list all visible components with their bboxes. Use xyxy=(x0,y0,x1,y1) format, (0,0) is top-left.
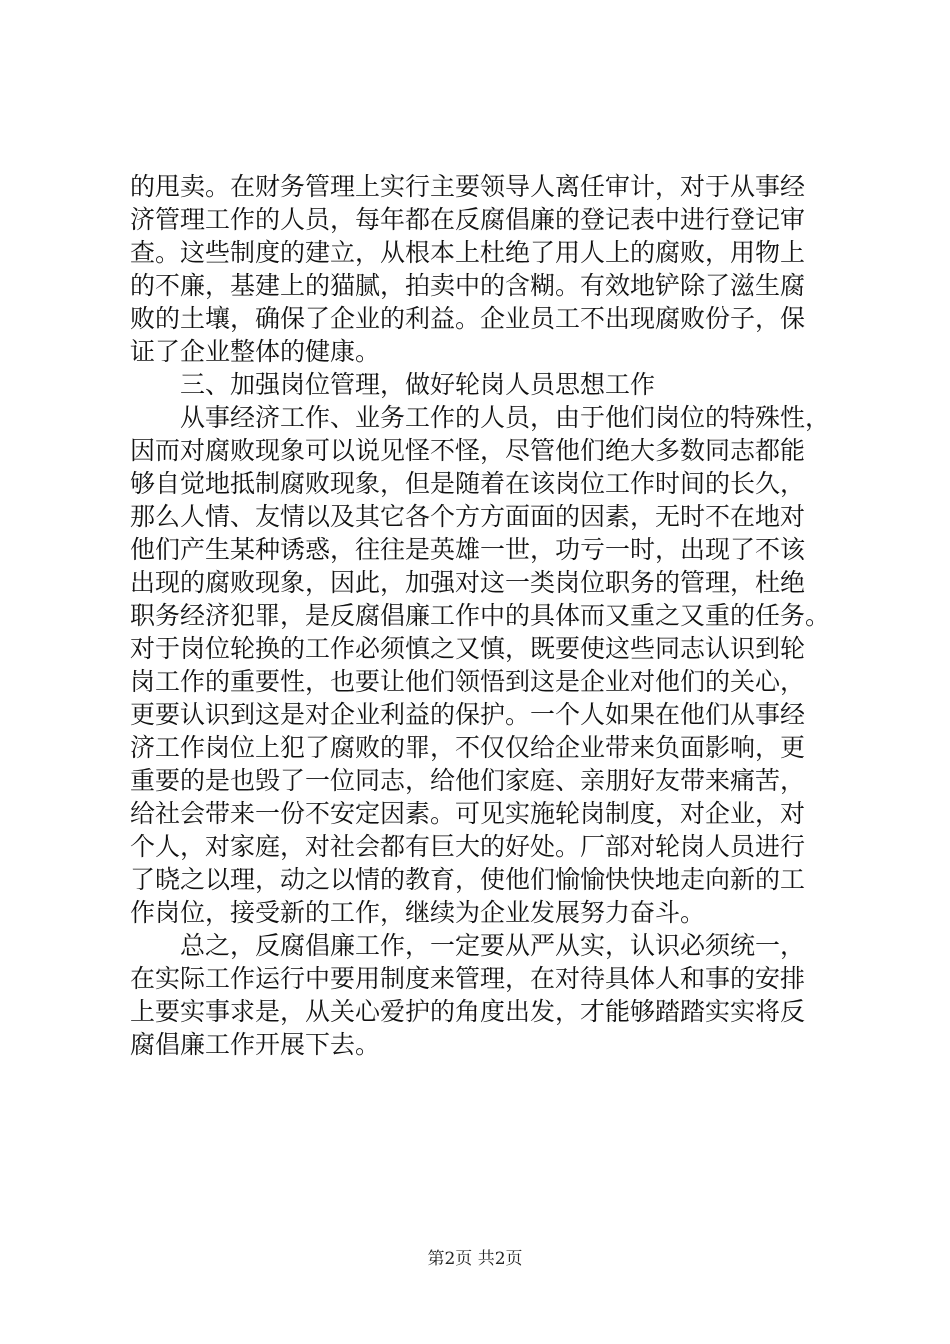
section-heading: 三、加强岗位管理，做好轮岗人员思想工作 xyxy=(130,370,656,399)
text-line: 从事经济工作、业务工作的人员，由于他们岗位的特殊性， xyxy=(130,403,831,432)
text-line: 证了企业整体的健康。 xyxy=(130,337,381,366)
text-line: 济工作岗位上犯了腐败的罪，不仅仅给企业带来负面影响，更 xyxy=(130,733,806,762)
text-line: 腐倡廉工作开展下去。 xyxy=(130,1030,381,1059)
text-line: 出现的腐败现象，因此，加强对这一类岗位职务的管理，杜绝 xyxy=(130,568,806,597)
text-line: 总之，反腐倡廉工作，一定要从严从实，认识必须统一， xyxy=(130,931,806,960)
text-line: 上要实事求是，从关心爱护的角度出发，才能够踏踏实实将反 xyxy=(130,997,806,1026)
text-line: 济管理工作的人员，每年都在反腐倡廉的登记表中进行登记审 xyxy=(130,205,806,234)
text-line: 岗工作的重要性，也要让他们领悟到这是企业对他们的关心， xyxy=(130,667,806,696)
text-line: 重要的是也毁了一位同志，给他们家庭、亲朋好友带来痛苦， xyxy=(130,766,806,795)
text-line: 的甩卖。在财务管理上实行主要领导人离任审计，对于从事经 xyxy=(130,172,806,201)
text-line: 他们产生某种诱惑，往往是英雄一世，功亏一时，出现了不该 xyxy=(130,535,806,564)
text-line: 够自觉地抵制腐败现象，但是随着在该岗位工作时间的长久， xyxy=(130,469,806,498)
page-number-footer: 第2页 共2页 xyxy=(427,1249,523,1269)
text-line: 的不廉，基建上的猫腻，拍卖中的含糊。有效地铲除了滋生腐 xyxy=(130,271,806,300)
text-line: 在实际工作运行中要用制度来管理，在对待具体人和事的安排 xyxy=(130,964,806,993)
text-line: 职务经济犯罪，是反腐倡廉工作中的具体而又重之又重的任务。 xyxy=(130,601,831,630)
text-line: 对于岗位轮换的工作必须慎之又慎，既要使这些同志认识到轮 xyxy=(130,634,806,663)
text-line: 查。这些制度的建立，从根本上杜绝了用人上的腐败，用物上 xyxy=(130,238,806,267)
text-line: 了晓之以理，动之以情的教育，使他们愉愉快快地走向新的工 xyxy=(130,865,806,894)
text-line: 给社会带来一份不安定因素。可见实施轮岗制度，对企业，对 xyxy=(130,799,806,828)
body-text xyxy=(130,170,830,1061)
text-line: 败的土壤，确保了企业的利益。企业员工不出现腐败份子，保 xyxy=(130,304,806,333)
text-line: 因而对腐败现象可以说见怪不怪，尽管他们绝大多数同志都能 xyxy=(130,436,806,465)
text-line: 个人，对家庭，对社会都有巨大的好处。厂部对轮岗人员进行 xyxy=(130,832,806,861)
text-line: 那么人情、友情以及其它各个方方面面的因素，无时不在地对 xyxy=(130,502,806,531)
text-line: 更要认识到这是对企业利益的保护。一个人如果在他们从事经 xyxy=(130,700,806,729)
text-line: 作岗位，接受新的工作，继续为企业发展努力奋斗。 xyxy=(130,898,706,927)
